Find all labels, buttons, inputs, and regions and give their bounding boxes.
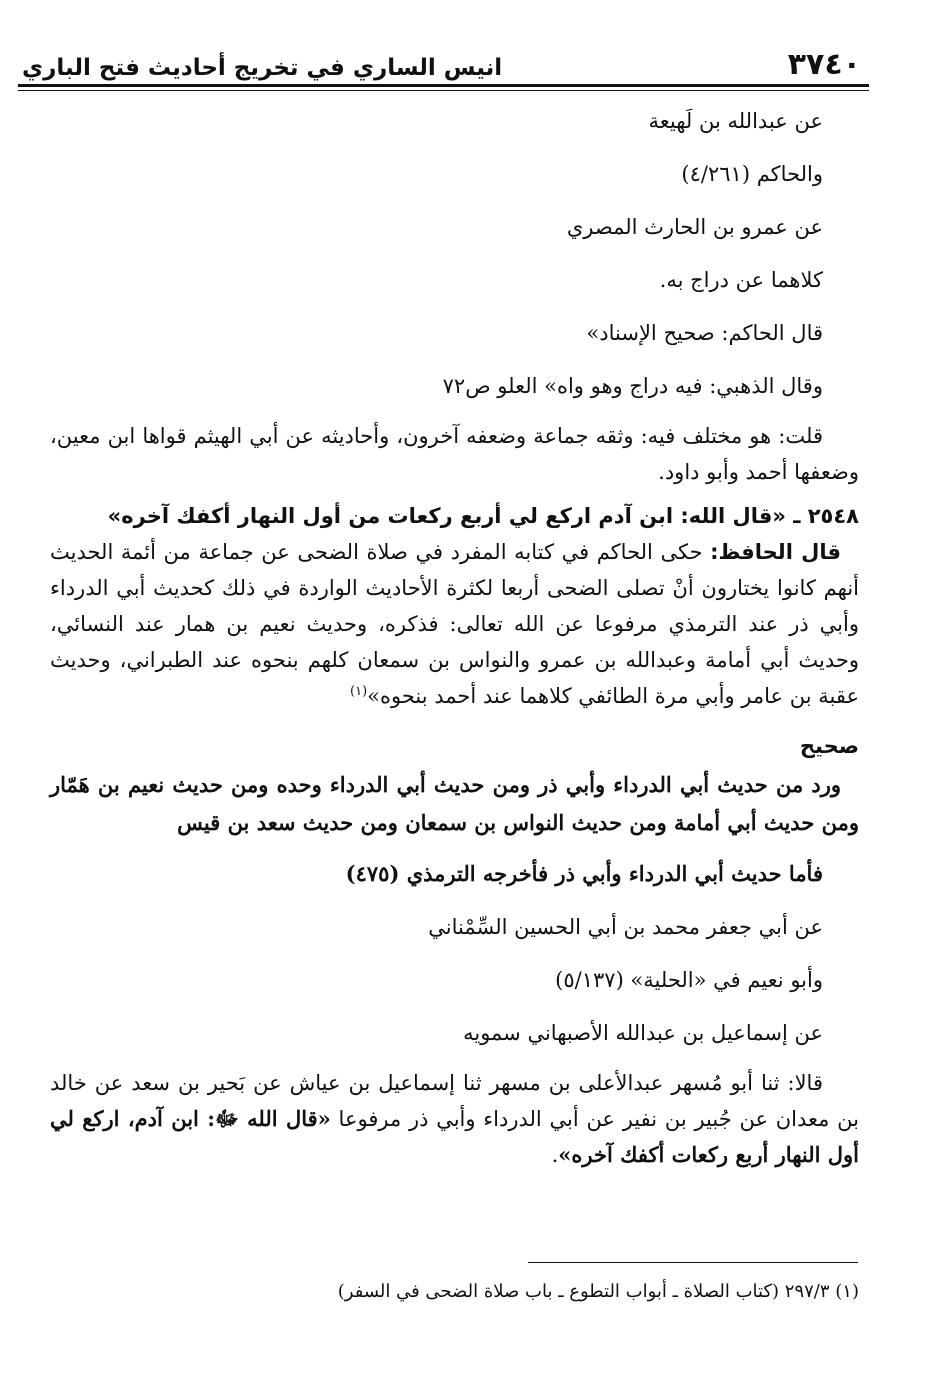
hadith-text: «قال الله ﷻ: ابن آدم، اركع لي أول النهار أربع ركعات أكفك آخره»: [50, 1106, 859, 1167]
text-line: عن أبي جعفر محمد بن أبي الحسين السِّمْناني: [428, 915, 823, 939]
running-title: انيس الساري في تخريج أحاديث فتح الباري: [22, 55, 503, 81]
text-line: فأما حديث أبي الدرداء وأبي ذر فأخرجه الترمذي (٤٧٥): [345, 861, 823, 886]
text-line: عن إسماعيل بن عبدالله الأصبهاني سمويه: [463, 1021, 823, 1045]
routes-text: ورد من حديث أبي الدرداء وأبي ذر ومن حديث أبي الدرداء وحده ومن حديث نعيم بن هَمّار ومن حديث أبي أمامة ومن حديث النواس بن سمعان ومن حديث سعد بن قيس: [50, 772, 859, 835]
text-line: عن عبدالله بن لَهيعة: [648, 109, 823, 133]
page-header: [18, 38, 869, 80]
header-rule-thick: [18, 84, 869, 87]
header-rule-thin: [18, 90, 869, 91]
commentary-paragraph: [50, 418, 859, 490]
text-line: عن عمرو بن الحارث المصري: [566, 215, 823, 239]
footnote: (١) ٢٩٧/٣ (كتاب الصلاة ـ أبواب التطوع ـ باب صلاة الضحى في السفر): [337, 1281, 859, 1302]
commentary-text: قلت: هو مختلف فيه: وثقه جماعة وضعفه آخرون، وأحاديثه عن أبي الهيثم قواها ابن معين، وضعفها أحمد وأبو داود.: [50, 424, 859, 484]
text-line: كلاهما عن دراج به.: [659, 268, 823, 292]
hafiz-paragraph: [50, 534, 859, 714]
page-body: [50, 100, 859, 1173]
hafiz-label: قال الحافظ:: [710, 540, 841, 564]
hafiz-text: حكى الحاكم في كتابه المفرد في صلاة الضحى عن جماعة من أئمة الحديث أنهم كانوا يختارون أنْ تصلى الضحى أربعا لكثرة الأحاديث الواردة في ذلك كحديث أبي الدرداء وأبي ذر عند الترمذي مرفوعا عن الله تعالى: فذكره، وحديث نعيم بن همار عند النسائي، وحديث أبي أمامة وعبدالله بن عمرو والنواس بن سمعان كلهم بنحوه عند الطبراني، وحديث عقبة بن عامر وأبي مرة الطائفي كلاهما عند أحمد بنحوه»: [50, 540, 859, 708]
grading-heading: صحيح: [799, 734, 859, 758]
text-line: وأبو نعيم في «الحلية» (٥/١٣٧): [555, 968, 823, 992]
isnad-paragraph: [50, 1065, 859, 1173]
isnad-end: .: [551, 1143, 559, 1167]
text-line: قال الحاكم: صحيح الإسناد»: [586, 321, 823, 345]
text-line: والحاكم (٤/٢٦١): [681, 162, 823, 186]
hadith-heading: ٢٥٤٨ ـ «قال الله: ابن آدم اركع لي أربع ركعات من أول النهار أكفك آخره»: [107, 504, 859, 528]
page-number: ٣٧٤٠: [787, 47, 861, 82]
text-line: وقال الذهبي: فيه دراج وهو واه» العلو ص٧٢: [442, 374, 823, 398]
footnote-rule: [528, 1262, 858, 1263]
isnad-text: قالا: ثنا أبو مُسهر عبدالأعلى بن مسهر ثنا إسماعيل بن عياش عن بَحير بن سعد عن خالد بن معدان عن جُبير بن نفير عن أبي الدرداء وأبي ذر مرفوعا: [50, 1071, 859, 1131]
routes-paragraph: [50, 766, 859, 842]
footnote-marker: (١): [350, 684, 368, 699]
